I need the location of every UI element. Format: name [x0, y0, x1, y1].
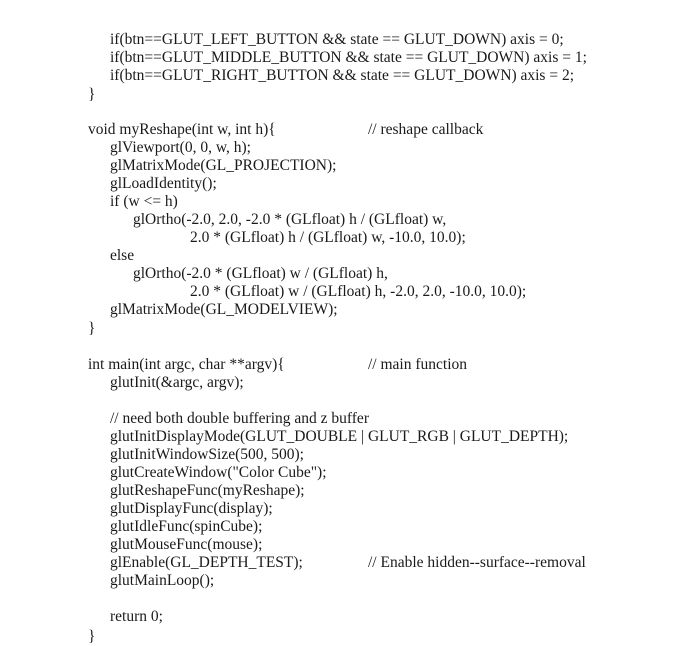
code-line: glutCreateWindow("Color Cube");	[110, 464, 327, 481]
code-line: glOrtho(-2.0 * (GLfloat) w / (GLfloat) h,	[133, 265, 388, 282]
code-line: return 0;	[110, 608, 163, 625]
code-line: glutInitWindowSize(500, 500);	[110, 446, 304, 463]
code-line: glOrtho(-2.0, 2.0, -2.0 * (GLfloat) h / (GLfloat) w,	[133, 211, 447, 228]
code-line: // need both double buffering and z buffer	[110, 410, 369, 427]
code-line: glutInitDisplayMode(GLUT_DOUBLE | GLUT_RGB | GLUT_DEPTH);	[110, 428, 569, 445]
code-line: int main(int argc, char **argv){	[88, 356, 285, 373]
code-line: }	[88, 628, 96, 645]
code-comment: // reshape callback	[368, 121, 484, 138]
code-line: 2.0 * (GLfloat) h / (GLfloat) w, -10.0, 10.0);	[190, 229, 466, 246]
code-line: glutMouseFunc(mouse);	[110, 536, 263, 553]
code-line: 2.0 * (GLfloat) w / (GLfloat) h, -2.0, 2.0, -10.0, 10.0);	[190, 283, 527, 300]
code-line: if(btn==GLUT_LEFT_BUTTON && state == GLUT_DOWN) axis = 0;	[110, 31, 564, 48]
code-line: glViewport(0, 0, w, h);	[110, 139, 251, 156]
code-comment: // main function	[368, 356, 468, 373]
code-line: glutDisplayFunc(display);	[110, 500, 273, 517]
code-line: if (w <= h)	[110, 193, 178, 210]
code-line: }	[88, 320, 96, 337]
code-comment: // Enable hidden--surface--removal	[368, 554, 586, 571]
code-line: }	[88, 86, 96, 103]
code-line: if(btn==GLUT_RIGHT_BUTTON && state == GLUT_DOWN) axis = 2;	[110, 67, 575, 84]
code-line: glMatrixMode(GL_PROJECTION);	[110, 157, 337, 174]
code-line: glLoadIdentity();	[110, 175, 217, 192]
code-line: glutMainLoop();	[110, 572, 215, 589]
code-line: glEnable(GL_DEPTH_TEST);	[110, 554, 303, 571]
code-line: glutIdleFunc(spinCube);	[110, 518, 263, 535]
code-line: void myReshape(int w, int h){	[88, 121, 276, 138]
code-line: glutReshapeFunc(myReshape);	[110, 482, 305, 499]
code-line: glutInit(&argc, argv);	[110, 374, 244, 391]
code-line: else	[110, 247, 135, 264]
code-line: glMatrixMode(GL_MODELVIEW);	[110, 301, 338, 318]
code-line: if(btn==GLUT_MIDDLE_BUTTON && state == GLUT_DOWN) axis = 1;	[110, 49, 587, 66]
